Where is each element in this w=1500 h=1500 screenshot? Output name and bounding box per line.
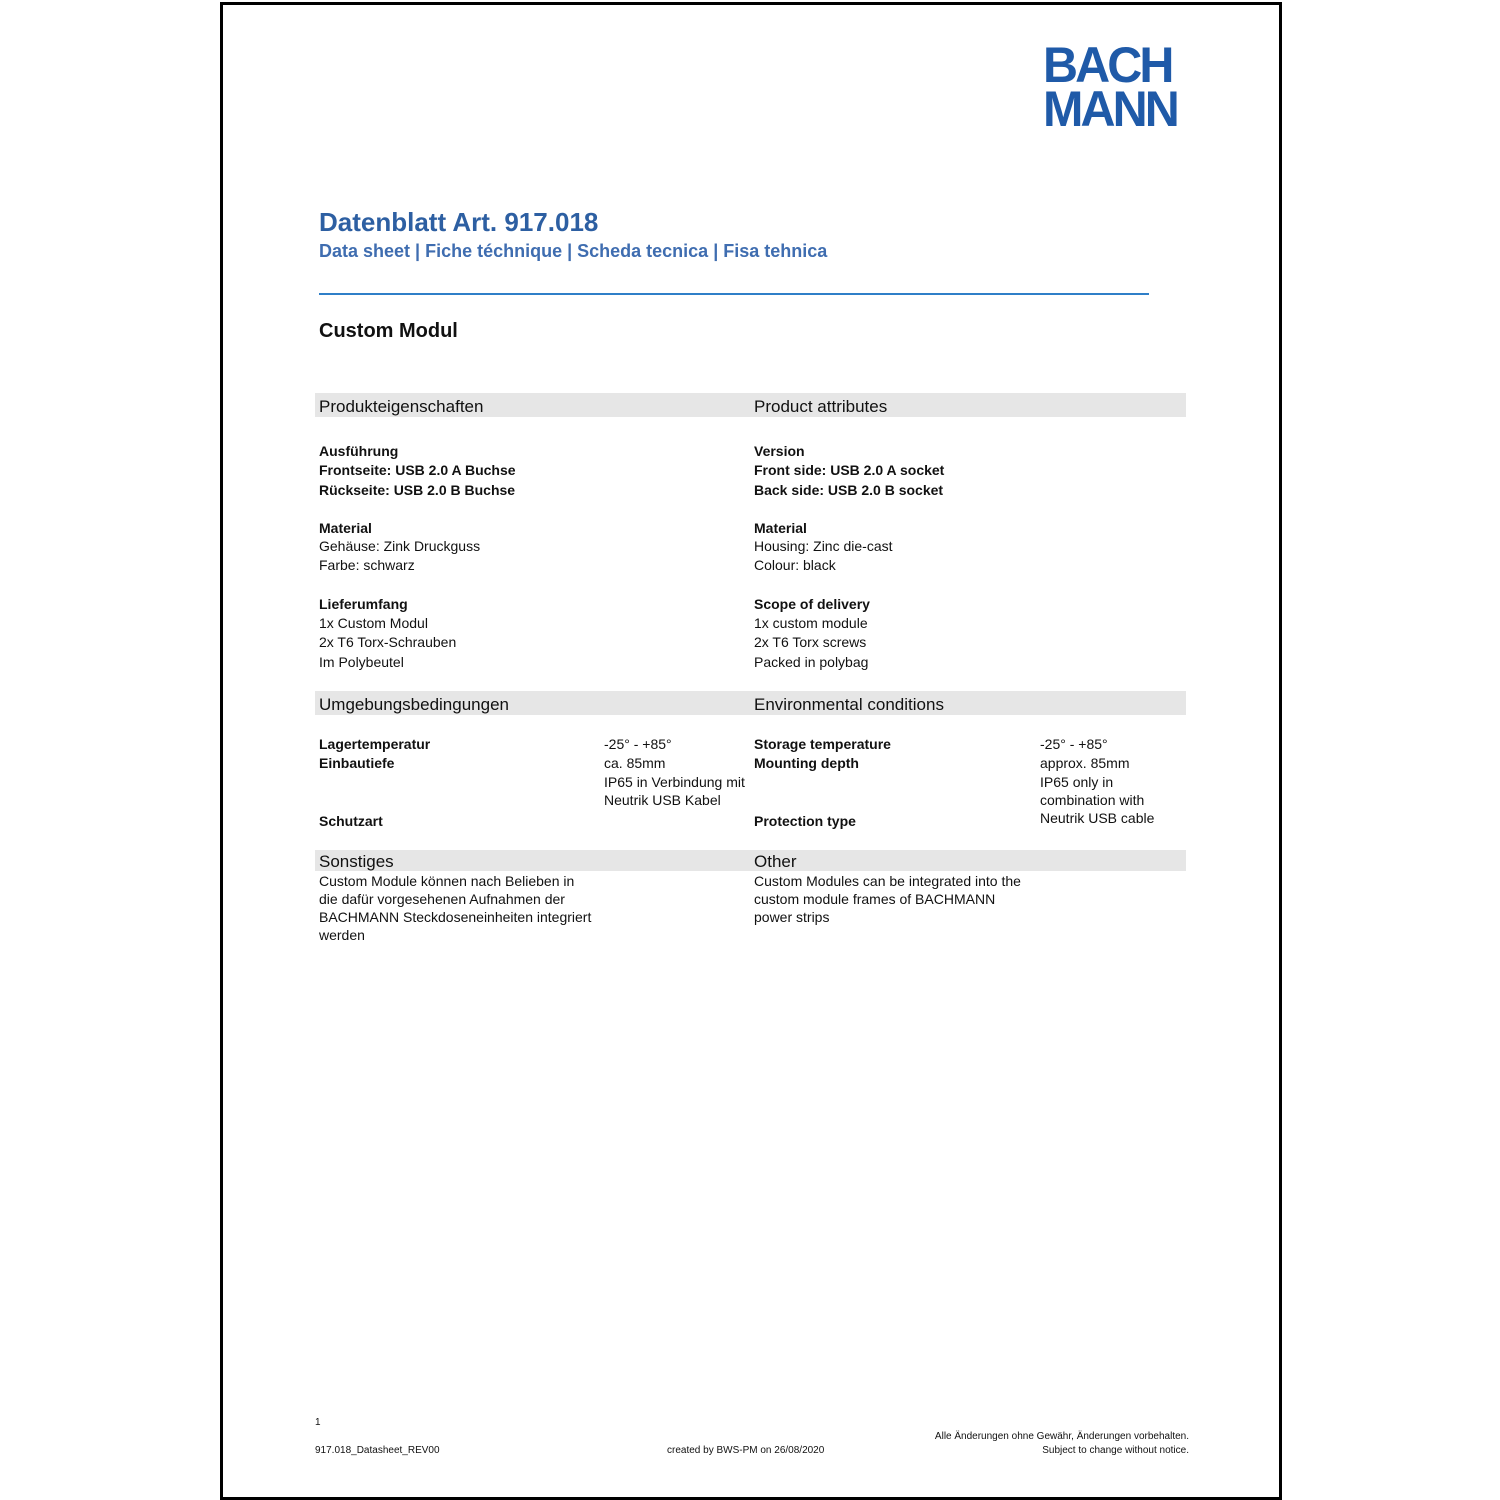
section-heading-attributes-de: Produkteigenschaften bbox=[319, 397, 484, 416]
en-back-side: Back side: USB 2.0 B socket bbox=[754, 482, 944, 498]
de-housing: Gehäuse: Zink Druckguss bbox=[319, 538, 481, 554]
en-protection-value: IP65 only in bbox=[1040, 774, 1114, 790]
product-name: Custom Modul bbox=[319, 320, 458, 342]
en-colour: Colour: black bbox=[754, 557, 836, 573]
de-delivery-item: 2x T6 Torx-Schrauben bbox=[319, 634, 457, 650]
en-protection-label: Protection type bbox=[754, 813, 856, 829]
en-other-text: Custom Modules can be integrated into the bbox=[754, 873, 1021, 889]
de-depth-value: ca. 85mm bbox=[604, 755, 666, 771]
de-storage-value: -25° - +85° bbox=[604, 736, 672, 752]
logo-line-1: BACH bbox=[1043, 37, 1172, 93]
de-back-side: Rückseite: USB 2.0 B Buchse bbox=[319, 482, 516, 498]
en-protection-value: combination with bbox=[1040, 792, 1145, 808]
de-other-text: die dafür vorgesehenen Aufnahmen der bbox=[319, 891, 565, 907]
de-depth-label: Einbautiefe bbox=[319, 755, 395, 771]
en-other-text: custom module frames of BACHMANN bbox=[754, 891, 996, 907]
bachmann-logo bbox=[1043, 37, 1189, 137]
de-protection-label: Schutzart bbox=[319, 813, 383, 829]
page-subtitle: Data sheet | Fiche téchnique | Scheda tecnica | Fisa tehnica bbox=[319, 241, 828, 261]
de-protection-value: IP65 in Verbindung mit bbox=[604, 774, 745, 790]
en-delivery-item: Packed in polybag bbox=[754, 654, 869, 670]
de-colour: Farbe: schwarz bbox=[319, 557, 415, 573]
de-delivery-item: 1x Custom Modul bbox=[319, 615, 428, 631]
disclaimer-de: Alle Änderungen ohne Gewähr, Änderungen vorbehalten. bbox=[934, 1431, 1189, 1442]
section-heading-environment-en: Environmental conditions bbox=[754, 695, 944, 714]
section-band-other bbox=[315, 850, 1186, 871]
en-storage-label: Storage temperature bbox=[754, 736, 891, 752]
page-title: Datenblatt Art. 917.018 bbox=[319, 207, 599, 237]
section-heading-other-en: Other bbox=[754, 852, 797, 871]
document-id: 917.018_Datasheet_REV00 bbox=[315, 1445, 440, 1456]
section-heading-other-de: Sonstiges bbox=[319, 852, 394, 871]
de-delivery-heading: Lieferumfang bbox=[319, 596, 408, 612]
section-heading-environment-de: Umgebungsbedingungen bbox=[319, 695, 509, 714]
de-other-text: werden bbox=[319, 927, 365, 943]
de-storage-label: Lagertemperatur bbox=[319, 736, 431, 752]
de-other-text: BACHMANN Steckdoseneinheiten integriert bbox=[319, 909, 592, 925]
section-heading-attributes-en: Product attributes bbox=[754, 397, 888, 416]
de-delivery-item: Im Polybeutel bbox=[319, 654, 404, 670]
de-protection-value: Neutrik USB Kabel bbox=[604, 792, 721, 808]
en-delivery-item: 2x T6 Torx screws bbox=[754, 634, 867, 650]
de-front-side: Frontseite: USB 2.0 A Buchse bbox=[319, 462, 516, 478]
logo-line-2: MANN bbox=[1043, 81, 1177, 137]
en-other-text: power strips bbox=[754, 909, 830, 925]
en-front-side: Front side: USB 2.0 A socket bbox=[754, 462, 945, 478]
en-depth-value: approx. 85mm bbox=[1040, 755, 1130, 771]
en-version-heading: Version bbox=[754, 443, 805, 459]
de-other-text: Custom Module können nach Belieben in bbox=[319, 873, 575, 889]
en-storage-value: -25° - +85° bbox=[1040, 736, 1108, 752]
en-material-heading: Material bbox=[754, 520, 807, 536]
disclaimer-en: Subject to change without notice. bbox=[1042, 1445, 1189, 1456]
en-housing: Housing: Zinc die-cast bbox=[754, 538, 893, 554]
en-delivery-item: 1x custom module bbox=[754, 615, 868, 631]
en-delivery-heading: Scope of delivery bbox=[754, 596, 870, 612]
datasheet-page bbox=[220, 2, 1282, 1500]
page-number: 1 bbox=[315, 1417, 321, 1428]
en-protection-value: Neutrik USB cable bbox=[1040, 810, 1155, 826]
de-version-heading: Ausführung bbox=[319, 443, 399, 459]
header-divider bbox=[319, 293, 1149, 295]
de-material-heading: Material bbox=[319, 520, 372, 536]
created-info: created by BWS-PM on 26/08/2020 bbox=[667, 1445, 825, 1456]
en-depth-label: Mounting depth bbox=[754, 755, 859, 771]
